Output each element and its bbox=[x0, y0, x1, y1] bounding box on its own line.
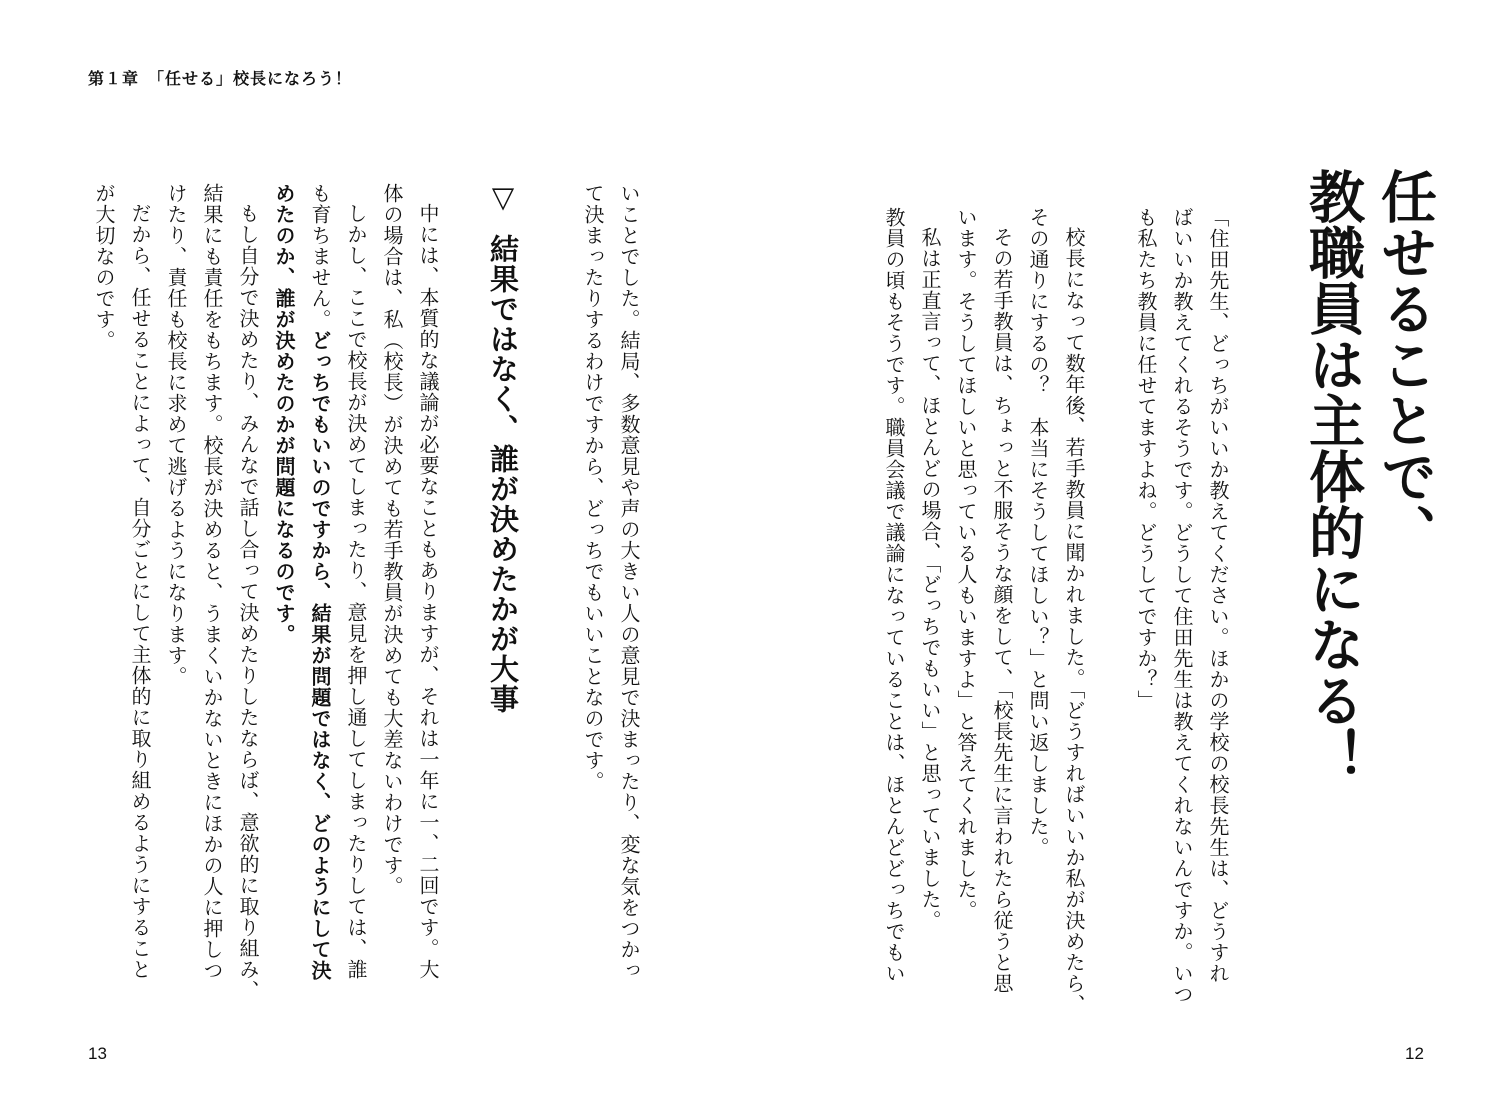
text-line: その若手教員は、ちょっと不服そうな顔をして、「校長先生に言われたら従うと思 bbox=[990, 227, 1014, 994]
triangle-marker-icon: ▽ bbox=[486, 180, 520, 215]
page-number-right: 12 bbox=[1405, 1044, 1424, 1063]
paragraph bbox=[86, 183, 446, 1001]
text-line: その通りにするの？ 本当にそうしてほしい？」と問い返しました。 bbox=[1026, 207, 1050, 858]
emphasis-text: めたのか、誰が決めたのかが問題になるのです。 bbox=[272, 183, 296, 645]
text-line: いことでした。結局、多数意見や声の大きい人の意見で決まったり、変な気をつかっ bbox=[617, 183, 641, 981]
text-line: て決まったりするわけですから、どっちでもいいことなのです。 bbox=[581, 183, 605, 792]
text-line: 校長になって数年後、若手教員に聞かれました。「どうすればいいか私が決めたら、 bbox=[1062, 227, 1086, 1015]
text-line: も私たち教員に任せてますよね。どうしてですか？」 bbox=[1134, 207, 1158, 711]
text-line: だから、任せることによって、自分ごとにして主体的に取り組めるようにすること bbox=[128, 203, 152, 980]
left-page-body bbox=[86, 183, 446, 1001]
title-line-2: 教職員は主体的になる！ bbox=[1300, 168, 1365, 784]
text-line: もし自分で決めたり、みんなで話し合って決めたりしたならば、意欲的に取り組み、 bbox=[236, 203, 260, 1001]
chapter-section-title bbox=[1296, 168, 1440, 784]
text-line: が大切なのです。 bbox=[92, 183, 116, 351]
right-page-body bbox=[876, 207, 1236, 1015]
text-line: います。そうしてほしいと思っている人もいますよ」と答えてくれました。 bbox=[954, 207, 978, 921]
running-head: 第１章 「任せる」校長になろう！ bbox=[88, 69, 353, 88]
title-line-1: 任せることで、 bbox=[1372, 168, 1437, 560]
paragraph bbox=[876, 207, 1092, 1015]
text-line: 体の場合は、私（校長）が決めても若手教員が決めても大差ないわけです。 bbox=[380, 183, 404, 897]
text-line: ばいいか教えてくれるそうです。どうして住田先生は教えてくれないんですか。いつ bbox=[1170, 207, 1194, 1005]
text-line: 結果にも責任をもちます。校長が決めると、うまくいかないときにほかの人に押しつ bbox=[200, 183, 224, 981]
text-line: 「住田先生、どっちがいいか教えてください。ほかの学校の校長先生は、どうすれ bbox=[1206, 207, 1230, 984]
text-line: しかし、ここで校長が決めてしまったり、意見を押し通してしまったりしては、誰 bbox=[344, 203, 368, 980]
left-page-body-top bbox=[575, 183, 647, 981]
emphasis-text: どっちでもいいのですから、結果が問題ではなく、どのようにして決 bbox=[308, 330, 332, 981]
paragraph bbox=[1128, 207, 1236, 1015]
text-line: けたり、責任も校長に求めて逃げるようになります。 bbox=[164, 183, 188, 687]
text-line bbox=[308, 183, 332, 981]
text-line: 中には、本質的な議論が必要なこともありますが、それは一年に一、二回です。大 bbox=[416, 203, 440, 980]
paragraph bbox=[575, 183, 647, 981]
text-run: も育ちません。 bbox=[308, 183, 332, 330]
page-number-left: 13 bbox=[88, 1044, 107, 1063]
subheading-text: 結果ではなく、誰が決めたかが大事 bbox=[486, 234, 520, 715]
text-line: 私は正直言って、ほとんどの場合、「どっちでもいい」と思っていました。 bbox=[918, 227, 942, 931]
subheading bbox=[483, 180, 523, 714]
text-line: 教員の頃もそうです。職員会議で議論になっていることは、ほとんどどっちでもい bbox=[882, 207, 906, 984]
